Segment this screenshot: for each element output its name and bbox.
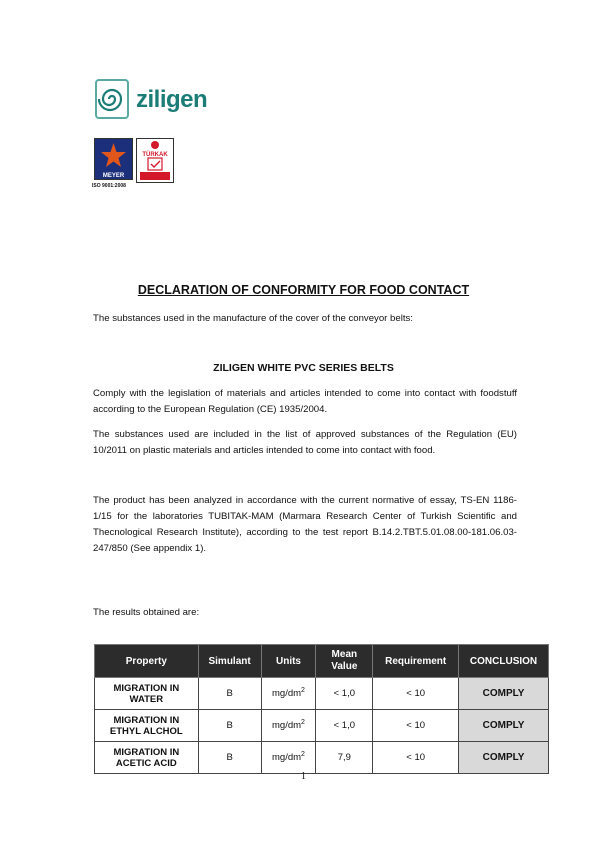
table-header-row	[95, 645, 549, 678]
cell-mean-value: < 1,0	[316, 710, 373, 742]
cell-property: MIGRATION IN ACETIC ACID	[95, 742, 199, 774]
cell-requirement: < 10	[373, 678, 459, 710]
ziligen-swirl-icon	[95, 79, 129, 119]
meyer-label: MEYER	[102, 173, 125, 179]
iso-label: ISO 9001:2008	[92, 183, 126, 189]
cell-conclusion: COMPLY	[459, 710, 549, 742]
header-mean-value: Mean Value	[316, 645, 373, 678]
intro-text: The substances used in the manufacture of the cover of the conveyor belts:	[93, 313, 413, 324]
cell-mean-value: < 1,0	[316, 678, 373, 710]
cell-simulant: B	[198, 742, 261, 774]
document-title: DECLARATION OF CONFORMITY FOR FOOD CONTACT	[137, 283, 470, 297]
results-table	[94, 644, 549, 774]
units-base: mg/dm	[272, 752, 302, 764]
cell-simulant: B	[198, 710, 261, 742]
cell-requirement: < 10	[373, 742, 459, 774]
units-superscript: 2	[301, 719, 305, 727]
cell-units	[261, 710, 316, 742]
cell-conclusion: COMPLY	[459, 678, 549, 710]
cell-units	[261, 678, 316, 710]
meyer-cert-badge	[94, 138, 133, 180]
header-simulant: Simulant	[198, 645, 261, 678]
units-superscript: 2	[301, 751, 305, 759]
cell-simulant: B	[198, 678, 261, 710]
header-requirement: Requirement	[373, 645, 459, 678]
cell-conclusion: COMPLY	[459, 742, 549, 774]
table-row	[95, 678, 549, 710]
table-row	[95, 710, 549, 742]
table-row	[95, 742, 549, 774]
cell-mean-value: 7,9	[316, 742, 373, 774]
cell-property: MIGRATION IN WATER	[95, 678, 199, 710]
turkak-label: TÜRKAK	[142, 152, 168, 158]
cell-property: MIGRATION IN ETHYL ALCHOL	[95, 710, 199, 742]
cell-requirement: < 10	[373, 710, 459, 742]
turkak-cert-badge	[136, 138, 174, 183]
brand-logo-text: ziligen	[136, 86, 208, 113]
header-units: Units	[261, 645, 316, 678]
header-conclusion: CONCLUSION	[459, 645, 549, 678]
units-superscript: 2	[301, 687, 305, 695]
units-base: mg/dm	[272, 720, 302, 732]
paragraph-regulation-ce: Comply with the legislation of materials and articles intended to come into contact with foodstuff according to the European Regulation (CE) 1935/2004.	[93, 388, 517, 415]
paragraph-regulation-eu: The substances used are included in the list of approved substances of the Regulation (EU) 10/2011 on plastic materials and articles intended to come into contact with food.	[93, 429, 517, 456]
cell-units	[261, 742, 316, 774]
header-property: Property	[95, 645, 199, 678]
page-number: 1	[301, 771, 306, 782]
paragraph-analysis: The product has been analyzed in accordance with the current normative of essay, TS-EN 1186-1/15 for the laboratories TUBITAK-MAM (Marmara Research Center of Turkish Scientific and Thecnological Research Institute), according to the test report B.14.2.TBT.5.01.08.00-181.06.03-247/850 (See appendix 1).	[93, 495, 517, 554]
units-base: mg/dm	[272, 688, 302, 700]
results-intro: The results obtained are:	[93, 607, 200, 618]
product-heading: ZILIGEN WHITE PVC SERIES BELTS	[213, 362, 394, 374]
